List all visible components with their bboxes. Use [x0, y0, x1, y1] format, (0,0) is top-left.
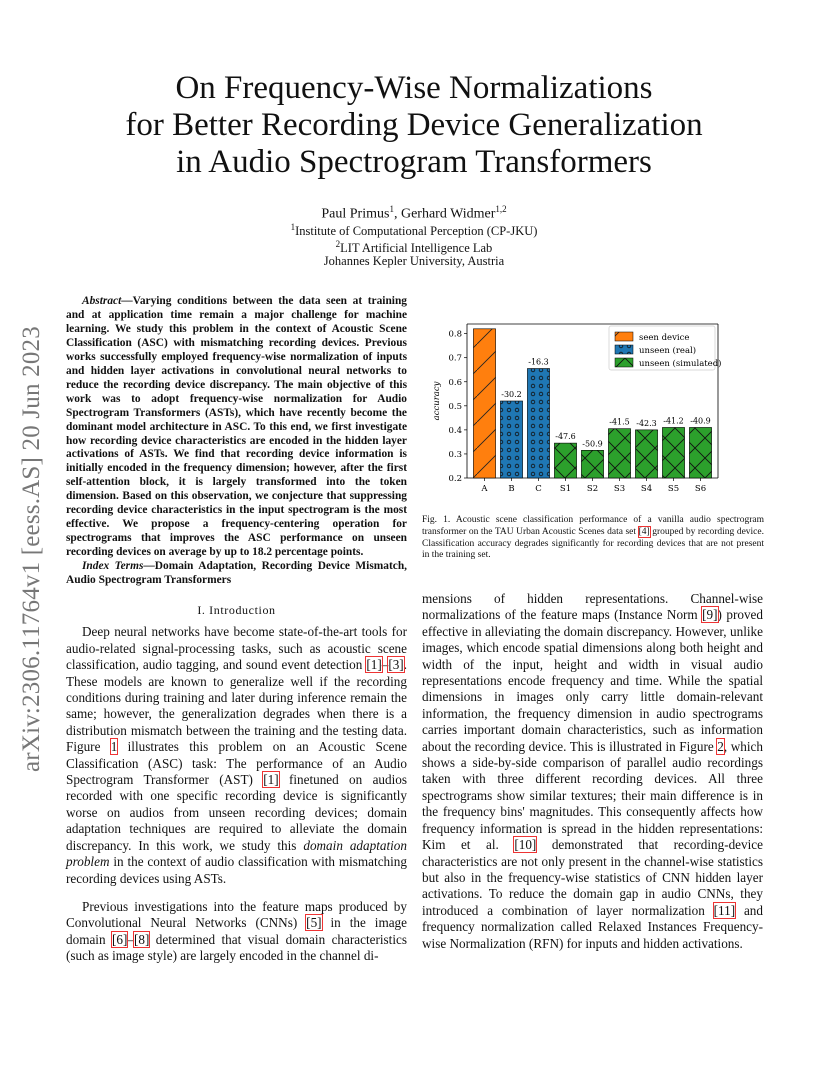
- affil-text: Johannes Kepler University, Austria: [323, 254, 505, 268]
- legend-swatch: [615, 358, 633, 367]
- x-tick-label: S4: [640, 484, 653, 494]
- index-terms: [66, 560, 407, 588]
- text-run: –: [381, 657, 389, 673]
- text-run: . These models are known to generalize well if the recording conditions during training and later during inference remain the same; however, the generalization degrades when there is a distribution mismatch between the training and the testing data. Figure: [66, 657, 407, 755]
- affil-text: Institute of Computational Perception (CP-JKU): [295, 224, 538, 239]
- figure-link[interactable]: 2: [717, 738, 724, 754]
- author-affil-mark: 1: [389, 204, 394, 214]
- legend-label: unseen (real): [639, 346, 697, 356]
- y-tick-label: 0.8: [448, 329, 462, 340]
- bar: [635, 430, 657, 478]
- x-tick-label: S5: [667, 484, 680, 494]
- legend-label: seen device: [639, 333, 690, 343]
- bar: [527, 369, 549, 478]
- citation-link[interactable]: [5]: [306, 915, 322, 931]
- bar-value-label: -41.2: [663, 416, 684, 426]
- text-run: illustrates this problem on an Acoustic Scene Classification (ASC) task: The performance of an Audio Spectrogram Transformer (AST): [66, 739, 407, 788]
- y-tick-label: 0.3: [448, 449, 462, 460]
- y-tick-label: 0.4: [448, 425, 462, 436]
- text-run: mensions of hidden representations. Channel-wise normalizations of the feature maps (Instance Norm: [422, 591, 763, 623]
- y-tick-label: 0.5: [448, 401, 462, 412]
- paper-title: [0, 70, 828, 181]
- author-name: Gerhard Widmer: [400, 206, 496, 222]
- intro-paragraph: [66, 624, 407, 887]
- y-tick-label: 0.7: [448, 353, 462, 364]
- intro-paragraph: [422, 591, 763, 952]
- bar-value-label: -47.6: [555, 432, 576, 442]
- bar: [689, 427, 711, 478]
- abstract-text: —Varying conditions between the data seen at training and at application time remain a major challenge for machine learning. We study this problem in the context of Acoustic Scene Classification (ASC) with mismatching recording devices. Previous works successfully employed frequency-wise normalization of inputs and hidden layer activations in convolutional neural networks to reduce the recording device discrepancy. The main objective of this work was to adopt frequency-wise normalization for Audio Spectrogram Transformers (ASTs), which have recently become the dominant model architecture in ASC. To this end, we first investigate how recording device characteristics are encoded in the hidden layer activations of ASTs. We find that recording device information is initially encoded in the frequency dimension; however, after the first self-attention block, it is largely transformed into the token dimension. Based on this observation, we conjecture that suppressing recording device characteristics in the input spectrogram is the most effective. We propose a frequency-centering operation for spectrograms that improves the ASC performance on unseen recording devices on average by up to 18.2 percentage points.: [66, 295, 407, 559]
- text-run: –: [127, 931, 134, 947]
- text-run: in the context of audio classification with mismatching recording devices using ASTs.: [66, 854, 407, 886]
- index-terms-label: Index Terms: [82, 560, 144, 573]
- x-tick-label: S2: [586, 484, 599, 494]
- author-name: Paul Primus: [321, 206, 390, 222]
- legend-swatch: [615, 345, 633, 354]
- citation-link[interactable]: [4]: [638, 526, 650, 537]
- legend-label: unseen (simulated): [639, 359, 722, 369]
- bar-value-label: -50.9: [582, 439, 603, 449]
- text-run: ) proved effective in alleviating the domain discrepancy. However, unlike images, which encode spatial dimensions along both height and width of the input, height and width in visual audio representations encode frequency and time. While the spatial dimensions in images only carry little domain-relevant information, the frequency dimension in audio spectrograms carries important domain characteristics, such as information about the recording device. This is illustrated in Figure: [422, 607, 764, 754]
- bar: [473, 329, 495, 478]
- abstract-label: Abstract: [82, 295, 122, 307]
- citation-link[interactable]: [11]: [713, 902, 736, 918]
- text-run: determined that visual domain characteristics (such as image style) are largely encoded in the channel di-: [66, 931, 407, 964]
- text-run: Deep neural networks have become state-of-the-art tools for audio-related signal-processing tasks, such as acoustic scene classification, audio tagging, and sound event detection: [66, 624, 407, 673]
- citation-link[interactable]: [6]: [111, 931, 128, 947]
- text-run: demonstrated that recording-device characteristics are not only present in the channel-wise statistics but also in the frequency-wise statistics of CNN hidden layer activations. To reduce the domain gap in audio CNNs, they introduced a combination of layer normalization: [422, 837, 764, 918]
- text-run: Previous investigations into the feature maps produced by Convolutional Neural Networks (CNNs): [66, 898, 407, 931]
- bar: [581, 450, 603, 478]
- accuracy-bar-chart: [425, 318, 725, 498]
- author-separator: ,: [393, 206, 401, 222]
- citation-link[interactable]: [1]: [263, 772, 279, 788]
- index-terms-text: —Domain Adaptation, Recording Device Mismatch, Audio Spectrogram Transformers: [66, 560, 407, 587]
- y-tick-label: 0.2: [448, 474, 462, 484]
- x-tick-label: S6: [694, 484, 707, 494]
- text-run: finetuned on audios recorded with one specific recording device is significantly worse on audios from unseen recording devices; domain adaptation techniques are required to alleviate the domain discrepancy. In this work, we study this: [66, 772, 407, 853]
- x-tick-label: B: [508, 484, 515, 494]
- section-heading: I. Introduction: [197, 603, 276, 618]
- affiliation: [0, 253, 828, 270]
- y-tick-label: 0.6: [448, 377, 462, 388]
- citation-link[interactable]: [8]: [133, 931, 150, 947]
- emphasis: domain adaptation problem: [66, 837, 407, 870]
- bar: [608, 429, 630, 478]
- right-column: [422, 591, 763, 952]
- bar-value-label: -16.3: [528, 357, 549, 367]
- text-run: Acoustic scene classification performance of a vanilla audio spectrogram transformer on the TAU Urban Acoustic Scenes data set: [422, 515, 764, 537]
- title-line: for Better Recording Device Generalization: [125, 107, 703, 143]
- author-affil-mark: 1,2: [495, 204, 507, 214]
- affil-mark: 1: [290, 222, 296, 232]
- bar-value-label: -42.3: [636, 418, 657, 428]
- x-tick-label: S3: [613, 484, 626, 494]
- figure-caption: [422, 515, 764, 562]
- bar-value-label: -40.9: [690, 416, 711, 426]
- legend-swatch: [615, 332, 633, 341]
- x-tick-label: A: [481, 484, 488, 494]
- abstract: [66, 295, 407, 560]
- affil-mark: 2: [335, 239, 341, 249]
- text-run: , which shows a side-by-side comparison of parallel audio recordings taken with three different recording devices. All three spectrograms show similar textures; their main difference is in the frequency bins' magnitudes. This consequently affects how frequency information is spread in the hidden representations: Kim et al.: [422, 738, 763, 853]
- bar-value-label: -41.5: [609, 417, 630, 427]
- affil-text: LIT Artificial Intelligence Lab: [340, 241, 493, 256]
- left-column: [66, 295, 407, 965]
- caption-label: Fig. 1.: [422, 515, 451, 525]
- text-run: in the image domain: [66, 915, 407, 947]
- title-line: On Frequency-Wise Normalizations: [175, 70, 653, 106]
- citation-link[interactable]: [3]: [388, 657, 404, 673]
- text-run: grouped by recording device. Classification accuracy degrades significantly for recording devices that are not present in the training set.: [422, 526, 764, 561]
- bar: [554, 443, 576, 478]
- y-axis-label: accuracy: [432, 381, 442, 421]
- citation-link[interactable]: [9]: [702, 607, 718, 623]
- x-tick-label: S1: [559, 484, 572, 494]
- citation-link[interactable]: [10]: [514, 837, 537, 853]
- intro-paragraph: [66, 899, 407, 965]
- bar-value-label: -30.2: [501, 390, 522, 399]
- title-line: in Audio Spectrogram Transformers: [176, 144, 652, 180]
- figure-link[interactable]: 1: [110, 739, 118, 755]
- arxiv-stamp: arXiv:2306.11764v1 [eess.AS] 20 Jun 2023: [18, 326, 45, 772]
- citation-link[interactable]: [1]: [366, 657, 382, 673]
- text-run: and frequency normalization called Relaxed Instances Frequency-wise Normalization (RFN) for inputs and hidden activations.: [422, 902, 763, 951]
- x-tick-label: C: [535, 484, 542, 494]
- bar: [662, 427, 684, 478]
- bar: [500, 401, 522, 478]
